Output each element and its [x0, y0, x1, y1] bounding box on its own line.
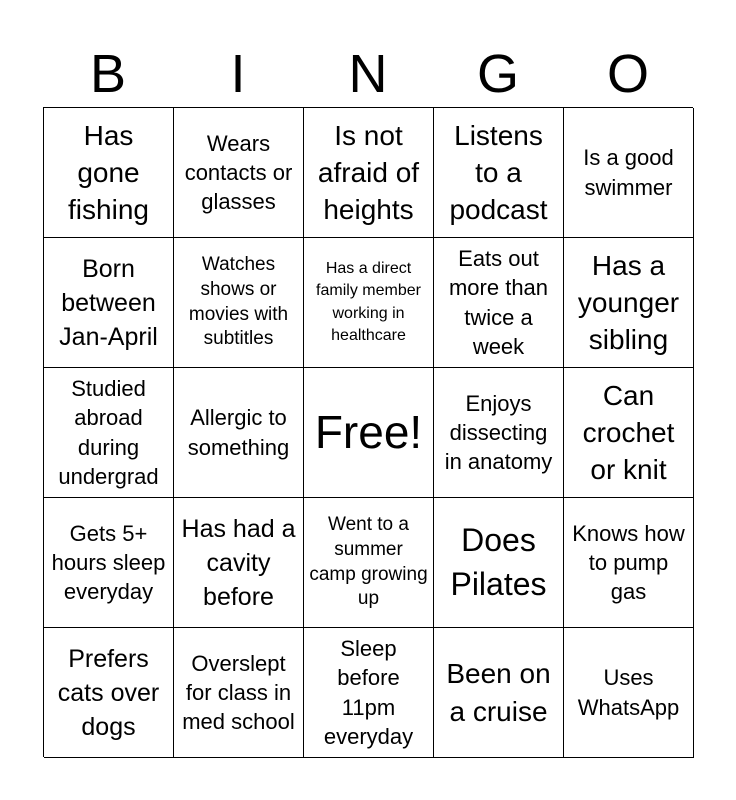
bingo-cell[interactable]: Gets 5+ hours sleep everyday [44, 498, 174, 628]
bingo-board [43, 107, 693, 757]
header-letter-n: N [348, 44, 388, 104]
bingo-cell[interactable]: Went to a summer camp growing up [304, 498, 434, 628]
header-letter-b: B [89, 44, 127, 104]
header-letter-g: G [476, 44, 519, 104]
free-space[interactable]: Free! [304, 368, 434, 498]
bingo-cell[interactable]: Knows how to pump gas [564, 498, 694, 628]
bingo-cell[interactable]: Eats out more than twice a week [434, 238, 564, 368]
bingo-cell[interactable]: Has a direct family member working in healthcare [304, 238, 434, 368]
bingo-cell[interactable]: Listens to a podcast [434, 108, 564, 238]
bingo-cell[interactable]: Born between Jan-April [44, 238, 174, 368]
bingo-cell[interactable]: Wears contacts or glasses [174, 108, 304, 238]
bingo-cell[interactable]: Has a younger sibling [564, 238, 694, 368]
bingo-cell[interactable]: Watches shows or movies with subtitles [174, 238, 304, 368]
header-letter-i: I [230, 44, 246, 104]
bingo-cell[interactable]: Enjoys dissecting in anatomy [434, 368, 564, 498]
bingo-cell[interactable]: Has gone fishing [44, 108, 174, 238]
bingo-cell[interactable]: Does Pilates [434, 498, 564, 628]
bingo-cell[interactable]: Been on a cruise [434, 628, 564, 758]
bingo-cell[interactable]: Is a good swimmer [564, 108, 694, 238]
bingo-cell[interactable]: Prefers cats over dogs [44, 628, 174, 758]
bingo-cell[interactable]: Overslept for class in med school [174, 628, 304, 758]
header-letter-o: O [606, 44, 649, 104]
bingo-cell[interactable]: Has had a cavity before [174, 498, 304, 628]
bingo-cell[interactable]: Uses WhatsApp [564, 628, 694, 758]
bingo-cell[interactable]: Is not afraid of heights [304, 108, 434, 238]
bingo-cell[interactable]: Allergic to something [174, 368, 304, 498]
bingo-cell[interactable]: Can crochet or knit [564, 368, 694, 498]
bingo-header [43, 40, 693, 108]
bingo-cell[interactable]: Studied abroad during undergrad [44, 368, 174, 498]
bingo-cell[interactable]: Sleep before 11pm everyday [304, 628, 434, 758]
